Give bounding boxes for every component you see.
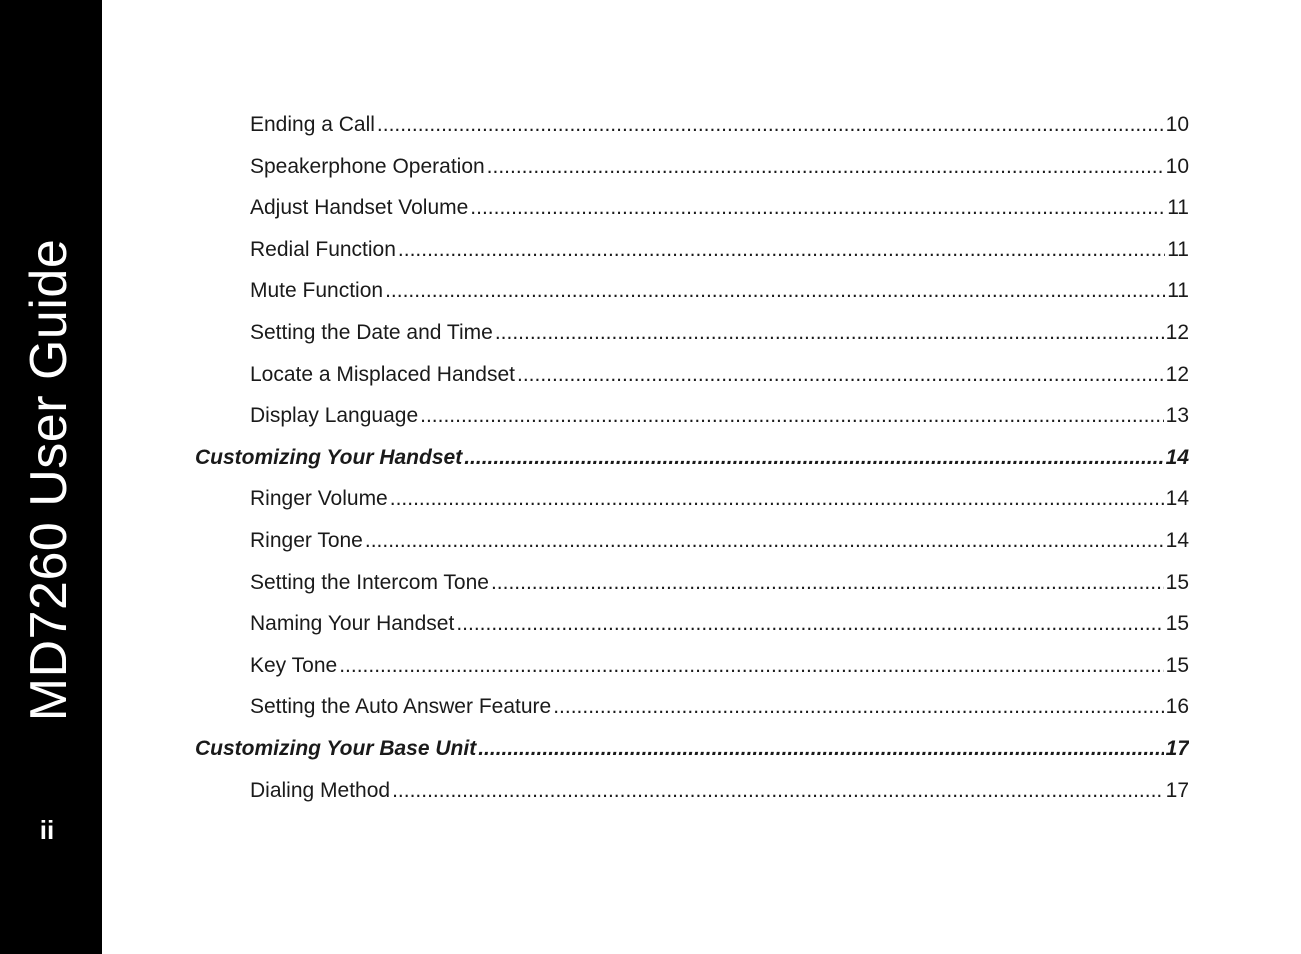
toc-entry[interactable] (195, 312, 1189, 354)
toc-leader-dots (487, 146, 1164, 188)
toc-entry[interactable] (195, 562, 1189, 604)
toc-entry-title: Setting the Auto Answer Feature (250, 695, 552, 719)
toc-entry-title: Naming Your Handset (250, 612, 455, 636)
toc-entry-page: 11 (1167, 279, 1189, 303)
toc-leader-dots (517, 354, 1164, 396)
toc-entry-page: 14 (1165, 487, 1189, 511)
toc-entry[interactable] (195, 229, 1189, 271)
toc-entry-title: Ending a Call (250, 113, 375, 136)
toc-entry-title: Ringer Volume (250, 487, 388, 511)
toc-entry[interactable] (195, 645, 1189, 687)
toc-leader-dots (456, 603, 1163, 645)
toc-entry-title: Key Tone (250, 653, 338, 677)
toc-section-heading[interactable] (195, 437, 1189, 479)
toc-leader-dots (420, 395, 1164, 437)
toc-leader-dots (365, 520, 1164, 562)
toc-entry-title: Redial Function (250, 237, 396, 261)
toc-entry[interactable] (195, 187, 1189, 229)
sidebar (0, 0, 102, 954)
toc-leader-dots (464, 437, 1163, 479)
toc-entry-page: 15 (1165, 653, 1189, 677)
toc-leader-dots (377, 104, 1164, 146)
toc-leader-dots (390, 478, 1164, 520)
toc-entry[interactable] (195, 146, 1189, 188)
toc-entry-page: 15 (1165, 570, 1189, 594)
toc-leader-dots (339, 645, 1163, 687)
toc-leader-dots (392, 770, 1164, 812)
toc-entry-title: Setting the Date and Time (250, 320, 493, 344)
toc-entry-page: 11 (1167, 237, 1189, 261)
toc-entry[interactable] (195, 354, 1189, 396)
toc-entry-page: 12 (1165, 320, 1189, 344)
toc-entry-page: 14 (1165, 528, 1189, 552)
toc-leader-dots (491, 562, 1164, 604)
toc-leader-dots (398, 229, 1165, 271)
toc-entry-title: Setting the Intercom Tone (250, 570, 489, 594)
sidebar-title: MD7260 User Guide (20, 238, 78, 722)
toc-entry-page: 12 (1165, 362, 1189, 386)
toc-entry[interactable] (195, 520, 1189, 562)
toc-entry-page: 17 (1165, 736, 1189, 760)
toc-entry[interactable] (195, 270, 1189, 312)
toc-entry-title: Speakerphone Operation (250, 154, 485, 178)
toc-entry[interactable] (195, 603, 1189, 645)
toc-leader-dots (470, 187, 1165, 229)
table-of-contents (195, 104, 1189, 811)
toc-leader-dots (553, 686, 1163, 728)
toc-entry-page: 15 (1165, 612, 1189, 636)
toc-entry-page: 13 (1165, 404, 1189, 428)
toc-entry[interactable] (195, 686, 1189, 728)
toc-section-heading[interactable] (195, 728, 1189, 770)
toc-leader-dots (478, 728, 1163, 770)
toc-entry-title: Adjust Handset Volume (250, 196, 469, 220)
toc-entry[interactable] (195, 395, 1189, 437)
toc-entry-page: 17 (1165, 778, 1189, 802)
toc-entry-page: 10 (1165, 113, 1189, 136)
toc-leader-dots (495, 312, 1164, 354)
toc-entry-title: Ringer Tone (250, 528, 363, 552)
toc-entry-page: 14 (1165, 445, 1189, 469)
toc-entry-title: Mute Function (250, 279, 384, 303)
toc-entry-page: 11 (1167, 196, 1189, 220)
toc-entry-title: Locate a Misplaced Handset (250, 362, 515, 386)
toc-entry-title: Dialing Method (250, 778, 391, 802)
toc-entry-title: Customizing Your Handset (195, 445, 463, 469)
page-number: ii (39, 815, 55, 845)
toc-entry[interactable] (195, 770, 1189, 812)
toc-entry-page: 16 (1165, 695, 1189, 719)
toc-leader-dots (385, 270, 1165, 312)
toc-entry-page: 10 (1165, 154, 1189, 178)
toc-entry[interactable] (195, 478, 1189, 520)
toc-entry-title: Display Language (250, 404, 419, 428)
toc-entry-title: Customizing Your Base Unit (195, 736, 477, 760)
toc-entry[interactable] (195, 104, 1189, 146)
